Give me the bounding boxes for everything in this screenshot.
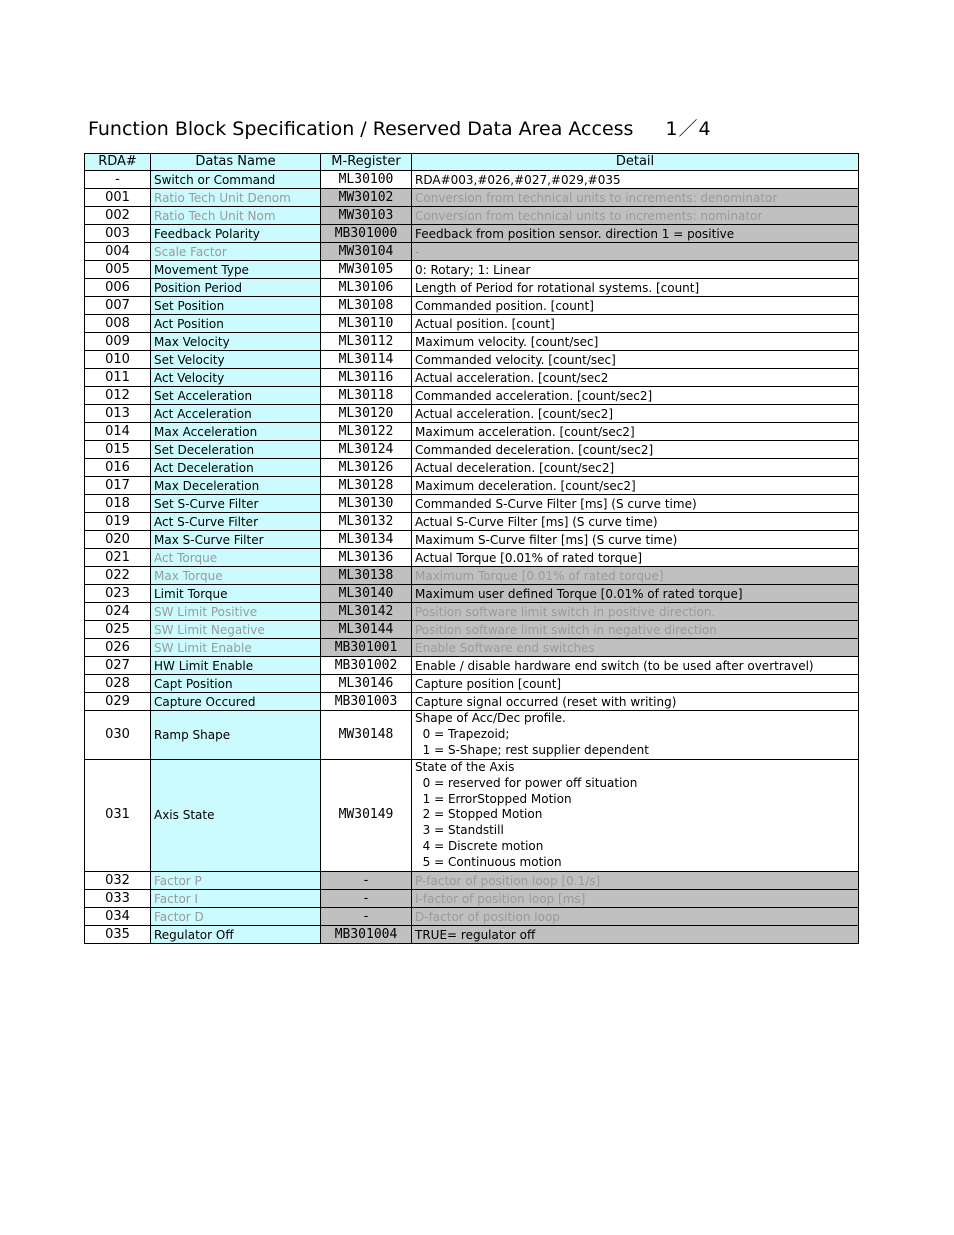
datas-name-cell: Set Velocity [151,351,321,369]
datas-name-cell: Scale Factor [151,243,321,261]
table-row [85,657,859,675]
m-register-cell: ML30100 [321,171,412,189]
detail-cell: P-factor of position loop [0.1/s] [412,872,859,890]
detail-cell: D-factor of position loop [412,908,859,926]
table-row [85,225,859,243]
rda-cell: 016 [85,459,151,477]
m-register-cell: - [321,872,412,890]
m-register-cell: MB301001 [321,639,412,657]
rda-cell: 009 [85,333,151,351]
m-register-cell: ML30120 [321,405,412,423]
detail-line: 3 = Standstill [415,823,504,838]
rda-cell: 030 [85,711,151,760]
m-register-cell: MW30105 [321,261,412,279]
rda-cell: 007 [85,297,151,315]
datas-name-cell: SW Limit Enable [151,639,321,657]
m-register-cell: - [321,908,412,926]
table-row [85,459,859,477]
detail-cell: Maximum Torque [0.01% of rated torque] [412,567,859,585]
detail-cell: - [412,243,859,261]
table-row [85,585,859,603]
detail-cell: Maximum acceleration. [count/sec2] [412,423,859,441]
rda-cell: 029 [85,693,151,711]
detail-cell: Actual acceleration. [count/sec2 [412,369,859,387]
datas-name-cell: Set S-Curve Filter [151,495,321,513]
table-row [85,639,859,657]
table-row [85,513,859,531]
datas-name-cell: Ratio Tech Unit Nom [151,207,321,225]
detail-cell: Commanded position. [count] [412,297,859,315]
m-register-cell: MB301000 [321,225,412,243]
table-row [85,549,859,567]
rda-cell: 002 [85,207,151,225]
rda-cell: 020 [85,531,151,549]
table-body [85,171,859,944]
detail-cell: Length of Period for rotational systems. [count] [412,279,859,297]
detail-cell: Conversion from technical units to increments: nominator [412,207,859,225]
m-register-cell: ML30110 [321,315,412,333]
table-row [85,567,859,585]
m-register-cell: ML30112 [321,333,412,351]
m-register-cell: ML30134 [321,531,412,549]
table-row [85,477,859,495]
detail-cell [412,759,859,871]
m-register-cell: ML30124 [321,441,412,459]
datas-name-cell: Capt Position [151,675,321,693]
datas-name-cell: Act S-Curve Filter [151,513,321,531]
detail-line: 0 = Trapezoid; [415,726,510,741]
header-m-register: M-Register [321,154,412,171]
rda-cell: - [85,171,151,189]
m-register-cell: ML30132 [321,513,412,531]
table-row [85,387,859,405]
table-row [85,333,859,351]
table-row [85,261,859,279]
detail-cell: Actual Torque [0.01% of rated torque] [412,549,859,567]
detail-cell: Position software limit switch in positive direction. [412,603,859,621]
rda-cell: 028 [85,675,151,693]
datas-name-cell: Act Velocity [151,369,321,387]
m-register-cell: ML30140 [321,585,412,603]
m-register-cell: ML30128 [321,477,412,495]
rda-cell: 027 [85,657,151,675]
rda-cell: 026 [85,639,151,657]
table-row [85,495,859,513]
table-row [85,189,859,207]
rda-cell: 022 [85,567,151,585]
rda-cell: 012 [85,387,151,405]
table-row [85,603,859,621]
rda-cell: 004 [85,243,151,261]
datas-name-cell: Set Acceleration [151,387,321,405]
datas-name-cell: Factor I [151,890,321,908]
rda-cell: 011 [85,369,151,387]
datas-name-cell: Max Torque [151,567,321,585]
detail-cell: Commanded S-Curve Filter [ms] (S curve time) [412,495,859,513]
detail-cell: Maximum velocity. [count/sec] [412,333,859,351]
m-register-cell: ML30106 [321,279,412,297]
detail-cell: Enable / disable hardware end switch (to be used after overtravel) [412,657,859,675]
datas-name-cell: Capture Occured [151,693,321,711]
detail-line: Shape of Acc/Dec profile. [415,711,566,725]
rda-cell: 031 [85,759,151,871]
m-register-cell: MW30102 [321,189,412,207]
rda-cell: 021 [85,549,151,567]
m-register-cell: ML30146 [321,675,412,693]
datas-name-cell: Set Deceleration [151,441,321,459]
m-register-cell: ML30122 [321,423,412,441]
table-row [85,531,859,549]
detail-line: State of the Axis [415,759,515,774]
detail-cell: Commanded deceleration. [count/sec2] [412,441,859,459]
detail-line: 1 = ErrorStopped Motion [415,791,572,806]
detail-cell: Maximum S-Curve filter [ms] (S curve time) [412,531,859,549]
table-row [85,441,859,459]
detail-cell: Commanded velocity. [count/sec] [412,351,859,369]
table-row [85,405,859,423]
table-row [85,872,859,890]
detail-cell: Conversion from technical units to increments: denominator [412,189,859,207]
table-row [85,297,859,315]
datas-name-cell: Act Acceleration [151,405,321,423]
rda-table [84,153,859,944]
m-register-cell: MB301003 [321,693,412,711]
detail-cell: Actual position. [count] [412,315,859,333]
table-row [85,423,859,441]
datas-name-cell: HW Limit Enable [151,657,321,675]
datas-name-cell: Regulator Off [151,926,321,944]
table-row [85,675,859,693]
table-row [85,711,859,760]
table-row [85,243,859,261]
m-register-cell: ML30142 [321,603,412,621]
datas-name-cell: Switch or Command [151,171,321,189]
datas-name-cell: Act Torque [151,549,321,567]
rda-cell: 018 [85,495,151,513]
rda-cell: 010 [85,351,151,369]
table-row [85,351,859,369]
detail-cell: Actual acceleration. [count/sec2] [412,405,859,423]
detail-line: 1 = S-Shape; rest supplier dependent [415,742,649,757]
table-row [85,890,859,908]
table-row [85,693,859,711]
rda-cell: 013 [85,405,151,423]
datas-name-cell: Max S-Curve Filter [151,531,321,549]
table-row [85,369,859,387]
page-title [88,114,712,141]
page-number: 1／4 [665,118,712,140]
m-register-cell: MW30103 [321,207,412,225]
m-register-cell: ML30138 [321,567,412,585]
table-row [85,926,859,944]
header-datas-name: Datas Name [151,154,321,171]
title-text: Function Block Specification / Reserved Data Area Access [88,118,634,140]
rda-cell: 023 [85,585,151,603]
datas-name-cell: Ramp Shape [151,711,321,760]
datas-name-cell: Set Position [151,297,321,315]
detail-cell: Capture signal occurred (reset with writing) [412,693,859,711]
table-row [85,171,859,189]
rda-cell: 032 [85,872,151,890]
rda-cell: 003 [85,225,151,243]
m-register-cell: MB301002 [321,657,412,675]
rda-cell: 014 [85,423,151,441]
detail-cell: Maximum user defined Torque [0.01% of rated torque] [412,585,859,603]
m-register-cell: ML30116 [321,369,412,387]
m-register-cell: ML30130 [321,495,412,513]
table-row [85,315,859,333]
detail-cell [412,711,859,760]
detail-cell: Feedback from position sensor. direction 1 = positive [412,225,859,243]
m-register-cell: MB301004 [321,926,412,944]
datas-name-cell: Max Deceleration [151,477,321,495]
rda-cell: 024 [85,603,151,621]
header-rda: RDA# [85,154,151,171]
rda-cell: 006 [85,279,151,297]
detail-cell: Enable Software end switches [412,639,859,657]
datas-name-cell: Factor P [151,872,321,890]
rda-cell: 008 [85,315,151,333]
datas-name-cell: Limit Torque [151,585,321,603]
detail-cell: Position software limit switch in negative direction [412,621,859,639]
datas-name-cell: Position Period [151,279,321,297]
datas-name-cell: SW Limit Negative [151,621,321,639]
rda-cell: 033 [85,890,151,908]
detail-cell: Capture position [count] [412,675,859,693]
datas-name-cell: Axis State [151,759,321,871]
detail-line: 4 = Discrete motion [415,839,544,854]
datas-name-cell: Act Position [151,315,321,333]
detail-cell: Commanded acceleration. [count/sec2] [412,387,859,405]
rda-cell: 017 [85,477,151,495]
header-detail: Detail [412,154,859,171]
table-row [85,759,859,871]
table-header-row [85,154,859,171]
detail-cell: Maximum deceleration. [count/sec2] [412,477,859,495]
m-register-cell: MW30104 [321,243,412,261]
rda-cell: 025 [85,621,151,639]
detail-line: 0 = reserved for power off situation [415,775,638,790]
detail-cell: I-factor of position loop [ms] [412,890,859,908]
datas-name-cell: Movement Type [151,261,321,279]
rda-cell: 019 [85,513,151,531]
datas-name-cell: Max Velocity [151,333,321,351]
m-register-cell: ML30144 [321,621,412,639]
detail-cell: Actual deceleration. [count/sec2] [412,459,859,477]
detail-line: 2 = Stopped Motion [415,807,543,822]
m-register-cell: ML30136 [321,549,412,567]
datas-name-cell: Max Acceleration [151,423,321,441]
detail-cell: 0: Rotary; 1: Linear [412,261,859,279]
rda-cell: 034 [85,908,151,926]
rda-cell: 001 [85,189,151,207]
datas-name-cell: Feedback Polarity [151,225,321,243]
detail-line: 5 = Continuous motion [415,855,562,870]
m-register-cell: MW30149 [321,759,412,871]
table-row [85,279,859,297]
datas-name-cell: Factor D [151,908,321,926]
m-register-cell: - [321,890,412,908]
m-register-cell: ML30108 [321,297,412,315]
datas-name-cell: Act Deceleration [151,459,321,477]
datas-name-cell: SW Limit Positive [151,603,321,621]
table-row [85,908,859,926]
m-register-cell: MW30148 [321,711,412,760]
datas-name-cell: Ratio Tech Unit Denom [151,189,321,207]
table-row [85,621,859,639]
m-register-cell: ML30126 [321,459,412,477]
detail-cell: RDA#003,#026,#027,#029,#035 [412,171,859,189]
detail-cell: TRUE= regulator off [412,926,859,944]
detail-cell: Actual S-Curve Filter [ms] (S curve time) [412,513,859,531]
m-register-cell: ML30118 [321,387,412,405]
m-register-cell: ML30114 [321,351,412,369]
rda-cell: 035 [85,926,151,944]
rda-cell: 015 [85,441,151,459]
table-row [85,207,859,225]
rda-cell: 005 [85,261,151,279]
